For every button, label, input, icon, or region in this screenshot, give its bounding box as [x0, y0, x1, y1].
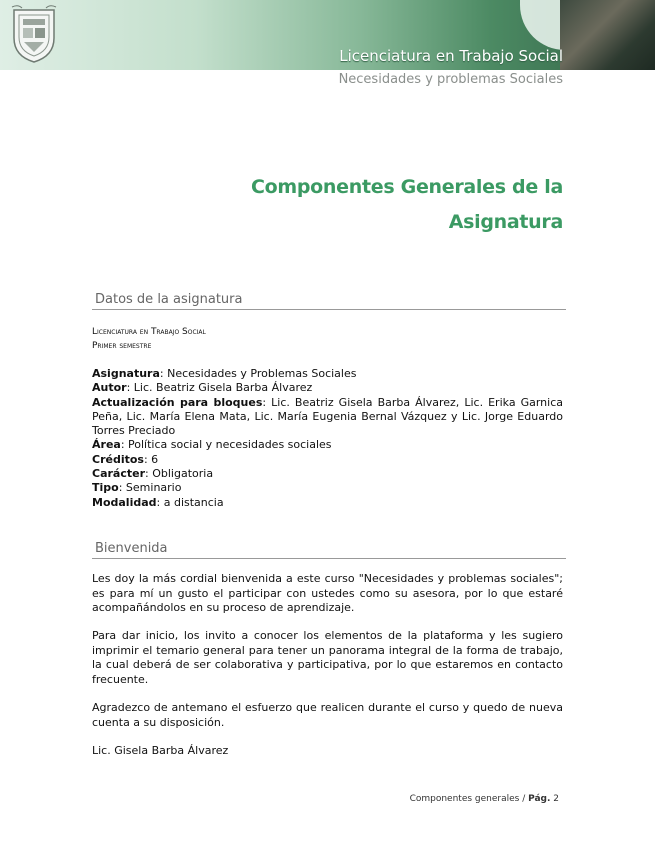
field-tipo — [92, 481, 563, 495]
field-value: : Obligatoria — [145, 467, 214, 481]
field-label: Modalidad — [92, 495, 157, 509]
course-fields — [92, 367, 563, 510]
page-footer — [410, 794, 559, 804]
page-title-line-1: Componentes Generales de la — [250, 176, 563, 198]
field-actualizacion — [92, 396, 563, 439]
field-label: Carácter — [92, 467, 146, 481]
section-heading-bienvenida: Bienvenida — [92, 541, 566, 559]
page-label: Pág. — [528, 794, 551, 804]
field-modalidad — [92, 496, 563, 510]
university-crest-icon — [10, 4, 58, 64]
footer-text: Componentes generales / — [409, 794, 529, 804]
semester: Primer semestre — [92, 341, 152, 351]
field-value: : Política social y necesidades sociales — [120, 438, 332, 452]
field-value: : 6 — [143, 452, 159, 466]
field-asignatura — [92, 367, 563, 381]
signature: Lic. Gisela Barba Álvarez — [92, 744, 229, 757]
section-heading-datos: Datos de la asignatura — [92, 292, 566, 310]
program-title: Licenciatura en Trabajo Social — [339, 47, 563, 65]
welcome-paragraph-3: Agradezco de antemano el esfuerzo que realicen durante el curso y quedo de nueva cuenta a su disposición. — [92, 701, 563, 729]
field-autor — [92, 381, 563, 395]
field-value: : Lic. Beatriz Gisela Barba Álvarez — [126, 381, 313, 395]
field-value: : a distancia — [156, 495, 224, 509]
field-label: Asignatura — [92, 367, 160, 380]
field-label: Tipo — [92, 481, 119, 495]
page-number: 2 — [553, 794, 559, 804]
field-label: Autor — [92, 381, 127, 395]
field-label: Área — [92, 438, 121, 452]
program-name: Licenciatura en Trabajo Social — [92, 327, 206, 337]
page-title-line-2: Asignatura — [448, 211, 563, 233]
page-title — [163, 170, 563, 240]
field-area — [92, 438, 563, 452]
field-caracter — [92, 467, 563, 481]
field-label: Créditos — [92, 452, 144, 466]
field-label: Actualización para bloques — [92, 395, 263, 409]
welcome-paragraph-2: Para dar inicio, los invito a conocer los elementos de la plataforma y les sugiero imprimir el temario general para tener un panorama integral de la forma de trabajo, la cual deberá de ser colaborativa y participativa, por lo que estaremos en contacto frecuente. — [92, 629, 563, 686]
course-subtitle: Necesidades y problemas Sociales — [338, 72, 563, 87]
field-creditos — [92, 453, 563, 467]
header-photo — [560, 0, 655, 70]
field-value: : Seminario — [118, 481, 182, 495]
welcome-paragraph-1: Les doy la más cordial bienvenida a este curso "Necesidades y problemas sociales"; es para mí un gusto el participar con ustedes como su asesora, por lo que estaré acompañándolos en su proceso de aprendizaje. — [92, 572, 563, 614]
field-value: : Necesidades y Problemas Sociales — [159, 367, 357, 380]
header-banner — [0, 0, 655, 70]
field-value: : Lic. Beatriz Gisela Barba Álvarez, Lic. Erika Garnica Peña, Lic. María Elena Mata, Lic. María Eugenia Bernal Vázquez y Lic. Jorge Eduardo Torres Preciado — [92, 395, 564, 438]
